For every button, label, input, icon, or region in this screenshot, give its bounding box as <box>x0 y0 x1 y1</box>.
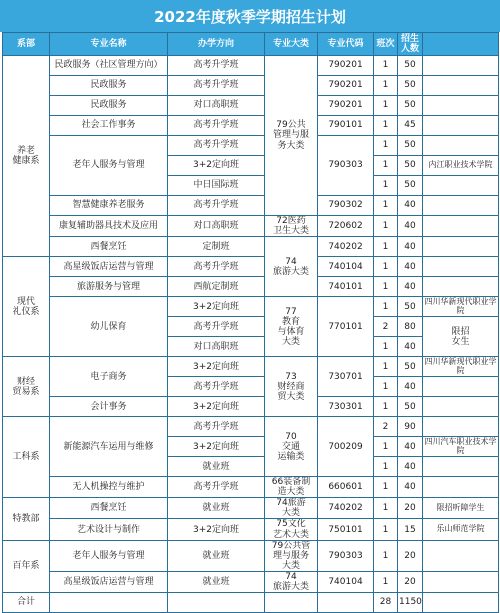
direction-cell: 就业班 <box>168 540 265 571</box>
enroll-cell: 50 <box>398 297 423 317</box>
major-cell: 电子商务 <box>50 357 168 397</box>
direction-cell <box>168 593 265 613</box>
enroll-cell: 50 <box>398 76 423 96</box>
table-row <box>3 519 499 540</box>
major-cell: 社会工作事务 <box>50 116 168 136</box>
table-row <box>3 397 499 417</box>
enrollment-table <box>2 32 499 613</box>
category-cell: 75文化 艺术大类 <box>265 519 318 540</box>
remark-cell <box>423 257 499 277</box>
remark-cell <box>423 571 499 592</box>
major-cell: 西餐烹饪 <box>50 498 168 519</box>
enroll-cell: 50 <box>398 357 423 377</box>
direction-cell: 对口高职班 <box>168 216 265 237</box>
table-row <box>3 76 499 96</box>
direction-cell: 3+2定向班 <box>168 397 265 417</box>
remark-cell: 四川华新现代职业学院 <box>424 356 497 375</box>
major-cell: 智慧健康养老服务 <box>50 196 168 216</box>
direction-cell: 高考升学班 <box>168 317 265 337</box>
category-cell <box>265 593 318 613</box>
category-cell: 79公共 管理与服 务大类 <box>265 56 318 216</box>
major-cell: 旅游服务与管理 <box>50 277 168 297</box>
code-cell: 720602 <box>318 216 374 237</box>
classes-cell: 1 <box>374 337 398 357</box>
major-cell: 老年人服务与管理 <box>50 540 168 571</box>
category-cell: 73 财经商 贸大类 <box>265 357 318 417</box>
total-classes: 28 <box>374 593 398 613</box>
enroll-cell: 50 <box>398 136 423 156</box>
enroll-cell: 50 <box>398 397 423 417</box>
code-cell: 790302 <box>318 196 374 216</box>
enroll-cell: 40 <box>398 337 423 357</box>
classes-cell: 1 <box>374 116 398 136</box>
header-remark <box>423 33 499 56</box>
remark-cell: 内江职业技术学院 <box>423 156 499 176</box>
remark-cell <box>423 76 499 96</box>
table-row <box>3 96 499 116</box>
direction-cell: 定制班 <box>168 237 265 257</box>
enroll-cell: 50 <box>398 176 423 196</box>
table-row <box>3 257 499 277</box>
major-cell: 艺术设计与制作 <box>50 519 168 540</box>
enroll-cell: 40 <box>398 216 423 237</box>
code-cell: 730301 <box>318 397 374 417</box>
table-row <box>3 116 499 136</box>
direction-cell: 对口高职班 <box>168 337 265 357</box>
major-cell: 民政服务（社区管理方向） <box>50 56 168 76</box>
enroll-cell: 40 <box>398 437 423 457</box>
code-cell: 740104 <box>318 571 374 592</box>
major-cell: 康复辅助器具技术及应用 <box>50 216 168 237</box>
code-cell <box>318 593 374 613</box>
table-row <box>3 297 499 317</box>
table-row <box>3 196 499 216</box>
remark-cell: 四川华新现代职业学院 <box>424 296 497 315</box>
total-enroll: 1150 <box>398 593 423 613</box>
major-cell <box>50 593 168 613</box>
direction-cell: 就业班 <box>168 498 265 519</box>
dept-cell: 特教部 <box>3 498 50 540</box>
total-row <box>3 593 499 613</box>
page-title: 2022年度秋季学期招生计划 <box>0 0 500 32</box>
enroll-cell: 40 <box>398 377 423 397</box>
enroll-cell: 20 <box>398 498 423 519</box>
enroll-cell: 50 <box>398 56 423 76</box>
classes-cell: 1 <box>374 377 398 397</box>
enroll-cell: 40 <box>398 457 423 477</box>
enroll-cell: 15 <box>398 519 423 540</box>
enroll-cell: 20 <box>398 540 423 571</box>
code-cell: 790201 <box>318 56 374 76</box>
remark-cell <box>423 417 499 437</box>
classes-cell: 1 <box>374 397 398 417</box>
header-category: 专业大类 <box>265 33 318 56</box>
classes-cell: 1 <box>374 437 398 457</box>
direction-cell: 高考升学班 <box>168 56 265 76</box>
code-cell: 740202 <box>318 237 374 257</box>
enroll-cell: 40 <box>398 237 423 257</box>
header-dept: 系部 <box>3 33 50 56</box>
direction-cell: 高考升学班 <box>168 116 265 136</box>
table-row <box>3 216 499 237</box>
enroll-cell: 40 <box>398 277 423 297</box>
table-row <box>3 56 499 76</box>
total-label: 合计 <box>3 593 50 613</box>
direction-cell: 对口高职班 <box>168 96 265 116</box>
direction-cell: 高考升学班 <box>168 417 265 437</box>
remark-cell: 乐山师范学院 <box>423 519 499 540</box>
remark-cell <box>423 96 499 116</box>
classes-cell: 1 <box>374 237 398 257</box>
major-cell: 民政服务 <box>50 96 168 116</box>
code-cell: 790201 <box>318 96 374 116</box>
table-row <box>3 417 499 437</box>
classes-cell: 1 <box>374 136 398 156</box>
classes-cell: 2 <box>374 417 398 437</box>
table-row <box>3 136 499 156</box>
table-row <box>3 277 499 297</box>
enroll-cell: 80 <box>398 317 423 337</box>
category-cell: 74 旅游大类 <box>265 237 318 297</box>
category-cell: 70 交通 运输类 <box>265 417 318 477</box>
classes-cell: 1 <box>374 96 398 116</box>
remark-cell <box>423 116 499 136</box>
enroll-cell: 90 <box>398 417 423 437</box>
direction-cell: 3+2定向班 <box>168 357 265 377</box>
code-cell: 770101 <box>318 297 374 357</box>
direction-cell: 高考升学班 <box>168 76 265 96</box>
major-cell: 老年人服务与管理 <box>50 136 168 196</box>
classes-cell: 1 <box>374 477 398 498</box>
enroll-cell: 20 <box>398 571 423 592</box>
remark-cell <box>423 216 499 237</box>
direction-cell: 3+2定向班 <box>168 156 265 176</box>
enroll-cell: 45 <box>398 116 423 136</box>
classes-cell: 1 <box>374 176 398 196</box>
code-cell: 790101 <box>318 116 374 136</box>
direction-cell: 高考升学班 <box>168 257 265 277</box>
code-cell: 790303 <box>318 136 374 196</box>
classes-cell: 1 <box>374 540 398 571</box>
classes-cell: 1 <box>374 519 398 540</box>
remark-cell: 四川汽车职业技术学院 <box>424 436 497 455</box>
remark-cell <box>423 457 499 477</box>
classes-cell: 1 <box>374 257 398 277</box>
classes-cell: 1 <box>374 156 398 176</box>
table-row <box>3 540 499 571</box>
direction-cell: 高考升学班 <box>168 196 265 216</box>
category-cell: 77 教育 与体育 大类 <box>265 297 318 357</box>
dept-cell: 工科系 <box>3 417 50 498</box>
header-classes: 班次 <box>374 33 398 56</box>
remark-cell <box>423 593 499 613</box>
classes-cell: 2 <box>374 317 398 337</box>
dept-cell: 养老 健康系 <box>3 56 50 257</box>
major-cell: 西餐烹饪 <box>50 237 168 257</box>
enroll-cell: 50 <box>398 96 423 116</box>
direction-cell: 3+2定向班 <box>168 519 265 540</box>
table-row <box>3 237 499 257</box>
code-cell: 750101 <box>318 519 374 540</box>
direction-cell: 中日国际班 <box>168 176 265 196</box>
remark-cell <box>423 477 499 498</box>
direction-cell: 3+2定向班 <box>168 297 265 317</box>
table-row <box>3 571 499 592</box>
remark-cell: 限招 女生 <box>423 317 499 357</box>
code-cell: 730701 <box>318 357 374 397</box>
classes-cell: 1 <box>374 457 398 477</box>
table-row <box>3 357 499 377</box>
remark-cell <box>423 56 499 76</box>
code-cell: 740104 <box>318 257 374 277</box>
remark-cell <box>423 237 499 257</box>
category-cell: 66装备制 造大类 <box>265 477 318 498</box>
major-cell: 无人机操控与维护 <box>50 477 168 498</box>
enroll-cell: 50 <box>398 156 423 176</box>
classes-cell: 1 <box>374 196 398 216</box>
remark-cell <box>423 277 499 297</box>
header-enroll: 招生 人数 <box>398 33 423 56</box>
table-row <box>3 498 499 519</box>
category-cell: 74 旅游大类 <box>265 571 318 592</box>
direction-cell: 高考升学班 <box>168 377 265 397</box>
classes-cell: 1 <box>374 297 398 317</box>
header-direction: 办学方向 <box>168 33 265 56</box>
direction-cell: 3+2定向班 <box>168 437 265 457</box>
classes-cell: 1 <box>374 76 398 96</box>
remark-cell: 限招听障学生 <box>423 498 499 519</box>
code-cell: 790201 <box>318 76 374 96</box>
category-cell: 74旅游 大类 <box>265 498 318 519</box>
remark-cell <box>423 397 499 417</box>
enroll-cell: 40 <box>398 477 423 498</box>
major-cell: 高星级饭店运营与管理 <box>50 571 168 592</box>
header-major: 专业名称 <box>50 33 168 56</box>
major-cell: 会计事务 <box>50 397 168 417</box>
code-cell: 740202 <box>318 498 374 519</box>
enroll-cell: 40 <box>398 257 423 277</box>
direction-cell: 高考升学班 <box>168 136 265 156</box>
header-row <box>3 33 499 56</box>
classes-cell: 1 <box>374 571 398 592</box>
code-cell: 740101 <box>318 277 374 297</box>
classes-cell: 1 <box>374 216 398 237</box>
classes-cell: 1 <box>374 357 398 377</box>
major-cell: 高星级饭店运营与管理 <box>50 257 168 277</box>
direction-cell: 西航定制班 <box>168 277 265 297</box>
direction-cell: 就业班 <box>168 457 265 477</box>
remark-cell <box>423 136 499 156</box>
dept-cell: 财经 贸易系 <box>3 357 50 417</box>
direction-cell: 就业班 <box>168 571 265 592</box>
major-cell: 幼儿保育 <box>50 297 168 357</box>
remark-cell <box>423 377 499 397</box>
dept-cell: 现代 礼仪系 <box>3 257 50 357</box>
remark-cell <box>423 176 499 196</box>
code-cell: 700209 <box>318 417 374 477</box>
remark-cell <box>423 540 499 571</box>
enroll-cell: 40 <box>398 196 423 216</box>
classes-cell: 1 <box>374 498 398 519</box>
code-cell: 660601 <box>318 477 374 498</box>
major-cell: 新能源汽车运用与维修 <box>50 417 168 477</box>
table-row <box>3 477 499 498</box>
category-cell: 79公共管 理与服务 大类 <box>265 540 318 571</box>
dept-cell: 百年系 <box>3 540 50 592</box>
direction-cell: 高考升学班 <box>168 477 265 498</box>
category-cell: 72医药 卫生大类 <box>265 216 318 237</box>
major-cell: 民政服务 <box>50 76 168 96</box>
classes-cell: 1 <box>374 56 398 76</box>
header-code: 专业代码 <box>318 33 374 56</box>
classes-cell: 1 <box>374 277 398 297</box>
remark-cell <box>423 196 499 216</box>
code-cell: 790303 <box>318 540 374 571</box>
